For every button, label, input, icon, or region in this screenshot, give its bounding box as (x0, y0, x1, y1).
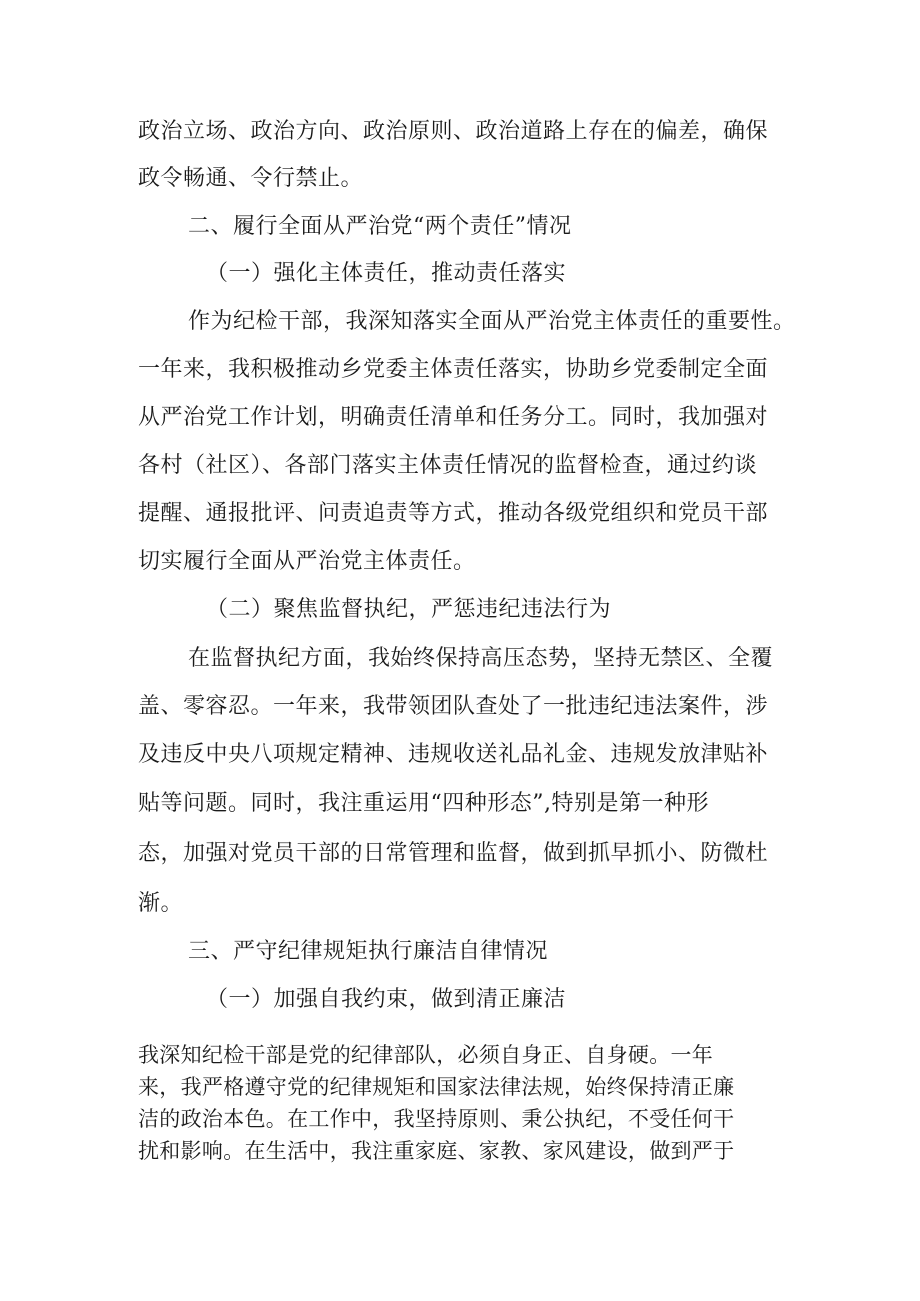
paragraph-line: 作为纪检干部，我深知落实全面从严治党主体责任的重要性。 (188, 309, 796, 334)
section-heading: 二、履行全面从严治党“两个责任”情况 (188, 214, 572, 239)
paragraph-line: 各村（社区）、各部门落实主体责任情况的监督检查，通过约谈 (138, 453, 758, 478)
paragraph-line: 洁的政治本色。在工作中，我坚持原则、秉公执纪，不受任何干 (138, 1107, 735, 1131)
paragraph-line: 在监督执纪方面，我始终保持高压态势，坚持无禁区、全覆 (188, 646, 774, 671)
paragraph-line: 及违反中央八项规定精神、违规收送礼品礼金、违规发放津贴补 (138, 742, 769, 767)
paragraph-line: 渐。 (138, 891, 184, 916)
paragraph-line: 来，我严格遵守党的纪律规矩和国家法律法规，始终保持清正廉 (138, 1075, 735, 1099)
section-heading: 三、严守纪律规矩执行廉洁自律情况 (188, 939, 549, 964)
paragraph-line: 我深知纪检干部是党的纪律部队，必须自身正、自身硬。一年 (138, 1043, 714, 1067)
subsection-heading: （一）加强自我约束，做到清正廉洁 (206, 987, 567, 1012)
paragraph-line: 政治立场、政治方向、政治原则、政治道路上存在的偏差，确保 (138, 119, 769, 144)
paragraph-line: 盖、零容忍。一年来，我带领团队查处了一批违纪违法案件，涉 (138, 694, 769, 719)
paragraph-line: 政令畅通、令行禁止。 (138, 166, 364, 191)
paragraph-line: 一年来，我积极推动乡党委主体责任落实，协助乡党委制定全面 (138, 357, 769, 382)
subsection-heading: （一）强化主体责任，推动责任落实 (206, 261, 567, 286)
paragraph-line: 态，加强对党员干部的日常管理和监督，做到抓早抓小、防微杜 (138, 841, 769, 866)
paragraph-line: 扰和影响。在生活中，我注重家庭、家教、家风建设，做到严于 (138, 1139, 735, 1163)
paragraph-line: 贴等问题。同时，我注重运用“四种形态”,特别是第一种形 (138, 791, 709, 816)
paragraph-line: 从严治党工作计划，明确责任清单和任务分工。同时，我加强对 (138, 405, 769, 430)
paragraph-line: 切实履行全面从严治党主体责任。 (138, 549, 476, 574)
paragraph-line: 提醒、通报批评、问责追责等方式，推动各级党组织和党员干部 (138, 501, 769, 526)
subsection-heading: （二）聚焦监督执纪，严惩违纪违法行为 (206, 597, 612, 622)
